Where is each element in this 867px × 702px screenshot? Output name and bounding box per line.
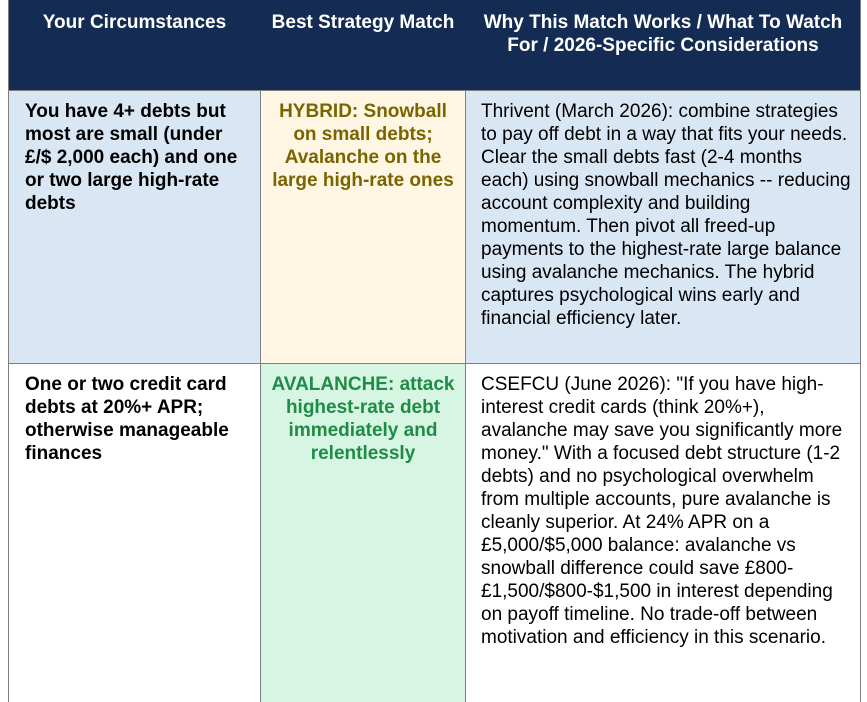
table-header-row	[9, 0, 860, 90]
header-why: Why This Match Works / What To Watch For / 2026-Specific Considerations	[465, 0, 860, 90]
why-cell: CSEFCU (June 2026): "If you have high-interest credit cards (think 20%+), avalanche may save you significantly more money." With a focused debt structure (1-2 debts) and no psychological overwhelm from multiple accounts, pure avalanche is cleanly superior. At 24% APR on a £5,000/$5,000 balance: avalanche vs snowball difference could save £800-£1,500/$800-$1,500 in interest depending on payoff timeline. No trade-off between motivation and efficiency in this scenario.	[465, 364, 860, 702]
why-cell: Thrivent (March 2026): combine strategies to pay off debt in a way that fits your needs. Clear the small debts fast (2-4 months each) using snowball mechanics -- reducing account complexity and building momentum. Then pivot all freed-up payments to the highest-rate large balance using avalanche mechanics. The hybrid captures psychological wins early and financial efficiency later.	[465, 91, 860, 363]
circumstances-cell: One or two credit card debts at 20%+ APR; otherwise manageable finances	[9, 364, 260, 702]
table-row	[9, 364, 860, 702]
table-row	[9, 90, 860, 364]
circumstances-cell: You have 4+ debts but most are small (under £/$ 2,000 each) and one or two large high-rate debts	[9, 91, 260, 363]
header-strategy: Best Strategy Match	[260, 0, 465, 90]
strategy-table	[8, 0, 861, 702]
header-circumstances: Your Circumstances	[42, 12, 227, 33]
strategy-cell: HYBRID: Snowball on small debts; Avalanche on the large high-rate ones	[260, 91, 465, 363]
strategy-cell: AVALANCHE: attack highest-rate debt immediately and relentlessly	[260, 364, 465, 702]
